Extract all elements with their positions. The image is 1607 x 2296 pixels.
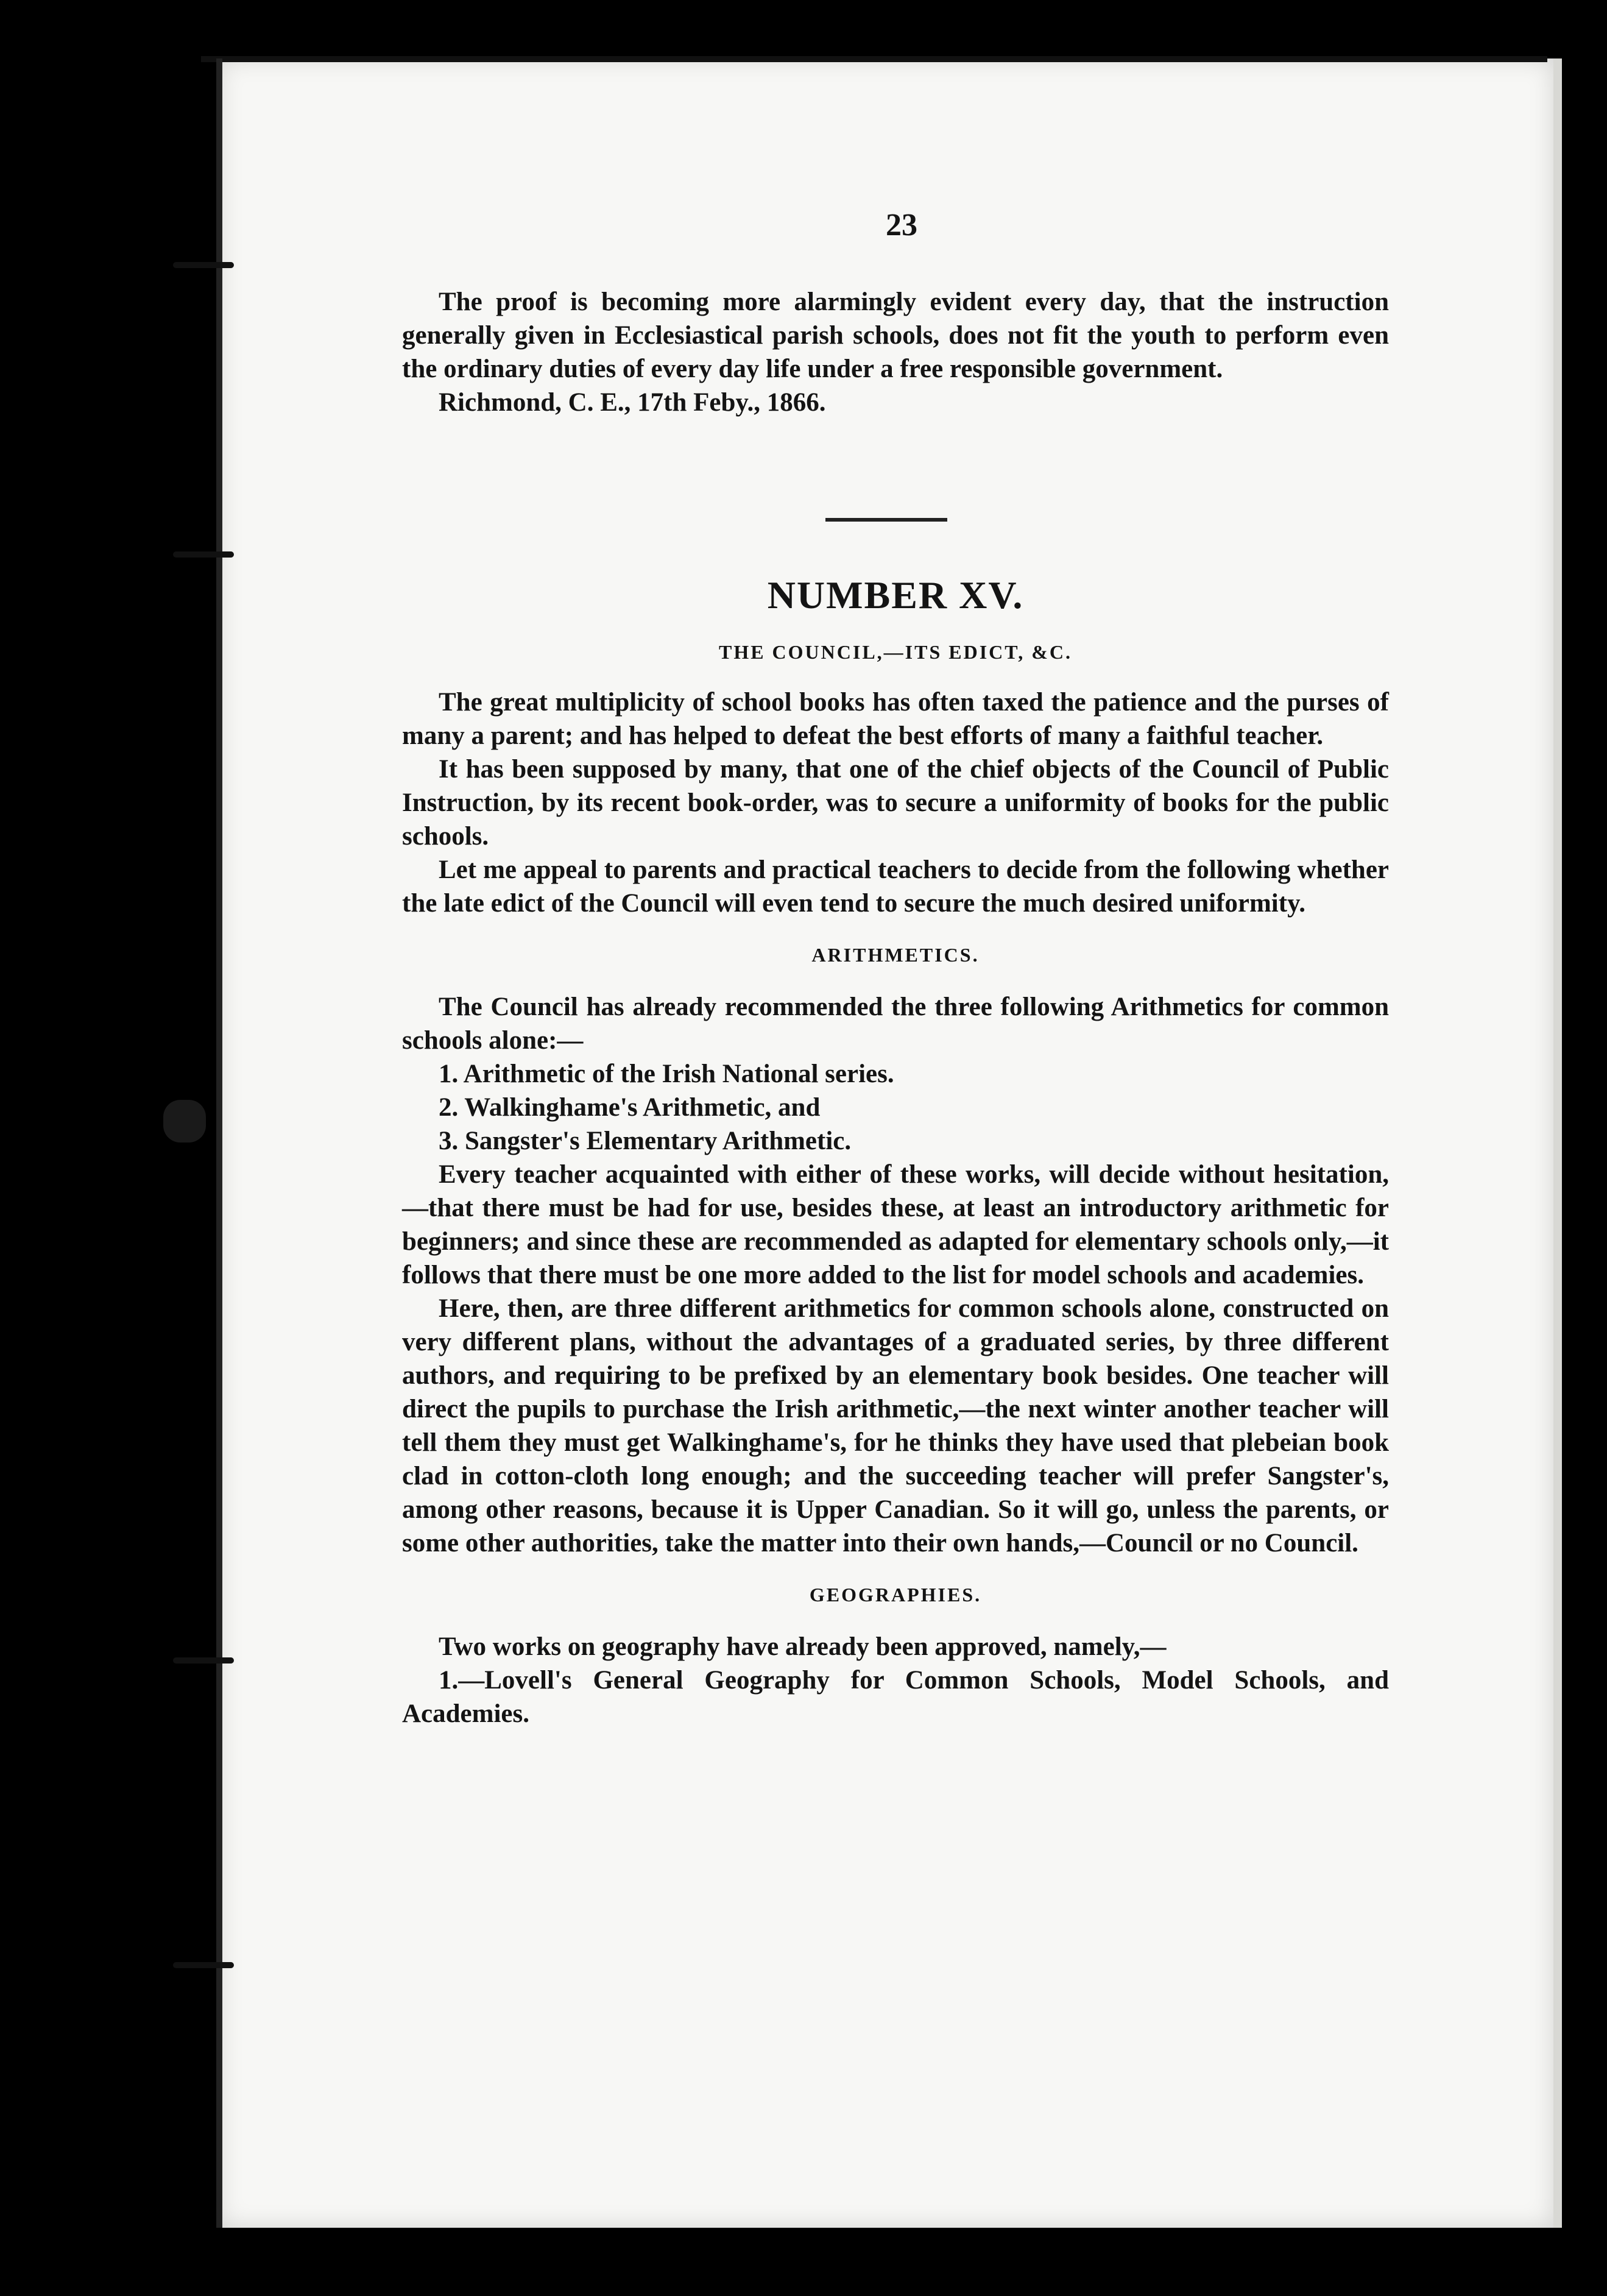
page-edge <box>1553 58 1562 2228</box>
arithmetics-paragraph-1: Every teacher acquainted with either of these works, will decide without hesitation,—that there must be had for use, besides these, at least an introductory arithmetic for beginners; and since these are recommended as adapted for elementary schools only,—it follows that there must be one more added to the list for model schools and academies. <box>402 1160 1389 1289</box>
binding-stitch <box>173 1962 234 1968</box>
list-item: 2. Walkinghame's Arithmetic, and <box>439 1093 821 1122</box>
arithmetics-heading: ARITHMETICS. <box>811 944 980 966</box>
binding-stitch <box>173 551 234 558</box>
list-item: 3. Sangster's Elementary Arithmetic. <box>439 1127 852 1155</box>
geographies-item-1: 1.—Lovell's General Geography for Common Schools, Model Schools, and Academies. <box>402 1666 1389 1728</box>
dateline: Richmond, C. E., 17th Feby., 1866. <box>439 388 826 417</box>
binding-stitch <box>163 1100 206 1143</box>
intro-paragraph: The proof is becoming more alarmingly evident every day, that the instruction generally given in Ecclesiastical parish schools, does not fit the youth to perform even the ordinary duties of every day life under a free responsible government. <box>402 288 1389 383</box>
list-item: 1. Arithmetic of the Irish National series. <box>439 1060 894 1088</box>
geographies-intro: Two works on geography have already been approved, namely,— <box>439 1632 1167 1661</box>
section-divider <box>825 518 947 522</box>
arithmetics-paragraph-2: Here, then, are three different arithmetics for common schools alone, constructed on very different plans, without the advantages of a graduated series, by three different authors, and requiring to be prefixed by an elementary book besides. One teacher will direct the pupils to purchase the Irish arithmetic,—the next winter another teacher will tell them they must get Walkinghame's, for he thinks they have used that plebeian book clad in cotton-cloth long enough; and the succeeding teacher will prefer Sangster's, among other reasons, because it is Upper Canadian. So it will go, unless the parents, or some other authorities, take the matter into their own hands,—Council or no Council. <box>402 1294 1389 1557</box>
body-paragraph-1: The great multiplicity of school books has often taxed the patience and the purses of many a parent; and has helped to defeat the best efforts of many a faithful teacher. <box>402 688 1389 750</box>
binding-stitch <box>173 1657 234 1664</box>
section-title: NUMBER XV. <box>767 573 1024 617</box>
arithmetics-intro: The Council has already recommended the three following Arithmetics for common schools alone:— <box>402 993 1389 1055</box>
binding-stitch <box>173 262 234 268</box>
section-subtitle: THE COUNCIL,—ITS EDICT, &C. <box>718 641 1073 663</box>
body-paragraph-3: Let me appeal to parents and practical teachers to decide from the following whether the late edict of the Council will even tend to secure the much desired uniformity. <box>402 856 1389 918</box>
top-border <box>201 56 1547 62</box>
binding-line <box>216 58 222 2228</box>
intro-block <box>402 285 1389 419</box>
main-body <box>402 686 1389 1731</box>
geographies-heading: GEOGRAPHIES. <box>809 1584 982 1606</box>
body-paragraph-2: It has been supposed by many, that one of the chief objects of the Council of Public Instruction, by its recent book-order, was to secure a uniformity of books for the public schools. <box>402 755 1389 851</box>
page-number: 23 <box>886 208 917 243</box>
